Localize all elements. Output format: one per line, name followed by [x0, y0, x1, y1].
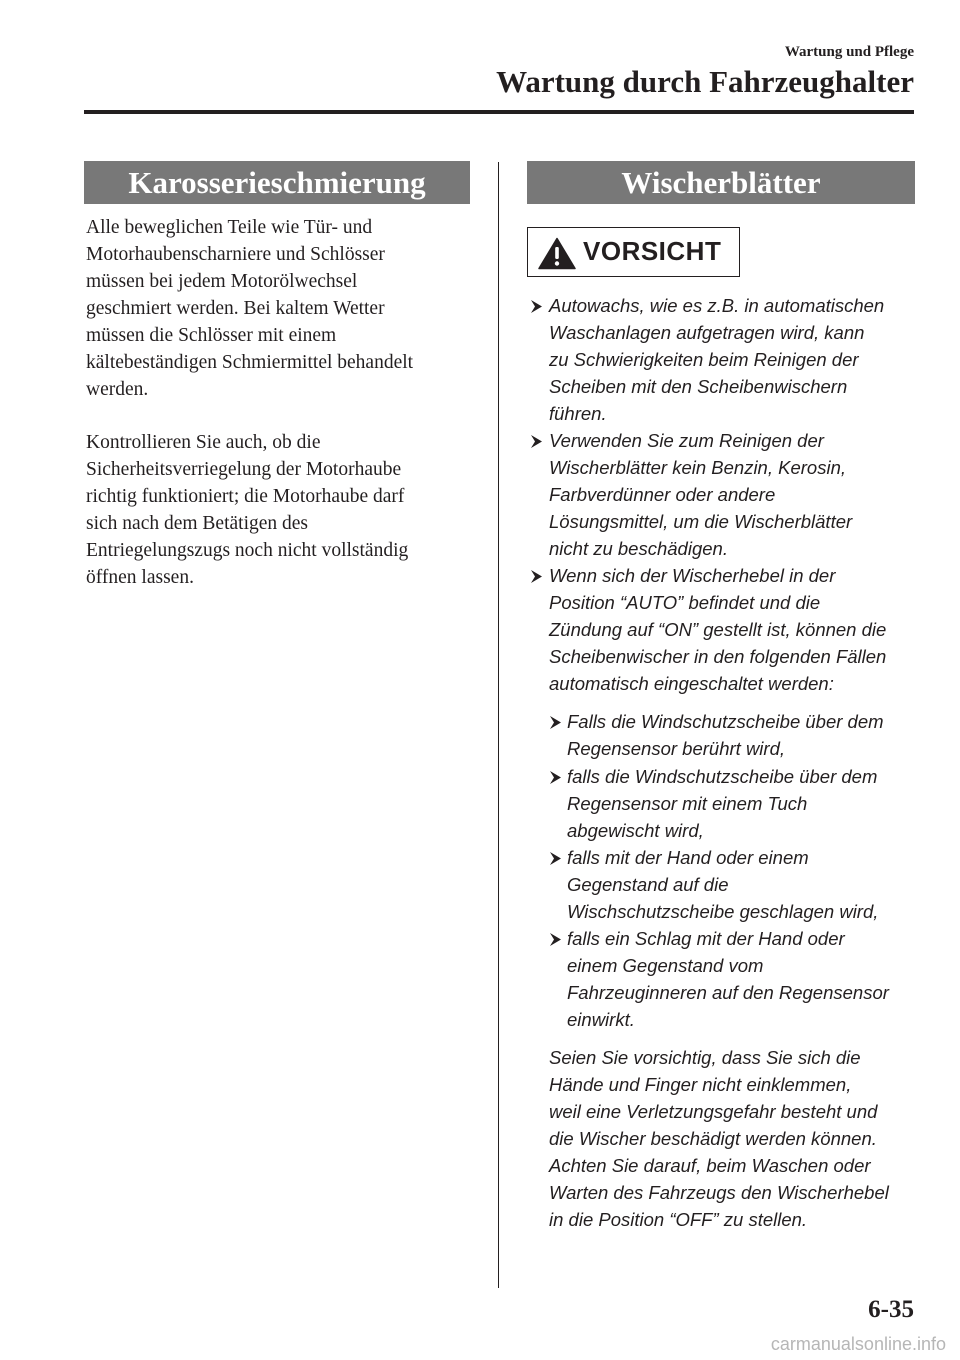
text-line: Fahrzeuginneren auf den Regensensor	[567, 982, 889, 1003]
text-line: Verwenden Sie zum Reinigen der	[549, 430, 824, 451]
arrow-bullet-icon	[549, 851, 562, 866]
text-line: Entriegelungszugs noch nicht vollständig	[86, 540, 409, 561]
text-line: Scheibenwischer in den folgenden Fällen	[549, 646, 887, 667]
paragraph-lubrication	[86, 214, 478, 403]
caution-label: VORSICHT	[583, 236, 722, 266]
text-line: Scheiben mit den Scheibenwischern	[549, 376, 848, 397]
text-line: Falls die Windschutzscheibe über dem	[567, 711, 884, 732]
text-line: die Wischer beschädigt werden können.	[549, 1128, 877, 1149]
text-line: nicht zu beschädigen.	[549, 538, 728, 559]
text-line: Wischschutzscheibe geschlagen wird,	[567, 901, 879, 922]
text-line: Hände und Finger nicht einklemmen,	[549, 1074, 852, 1095]
text-line: müssen die Schlösser mit einem	[86, 325, 337, 346]
list-item	[530, 562, 915, 697]
text-line: Wenn sich der Wischerhebel in der	[549, 565, 836, 586]
text-line: Motorhaubenscharniere und Schlösser	[86, 244, 385, 265]
text-line: falls mit der Hand oder einem	[567, 847, 809, 868]
text-line: Seien Sie vorsichtig, dass Sie sich die	[549, 1047, 861, 1068]
arrow-bullet-icon	[549, 932, 562, 947]
text-line: Alle beweglichen Teile wie Tür- und	[86, 217, 373, 238]
text-line: einem Gegenstand vom	[567, 955, 764, 976]
text-line: weil eine Verletzungsgefahr besteht und	[549, 1101, 878, 1122]
arrow-bullet-icon	[530, 434, 543, 449]
text-line: Position “AUTO” befindet und die	[549, 592, 821, 613]
text-line: falls ein Schlag mit der Hand oder	[567, 928, 845, 949]
header-rule	[84, 110, 914, 114]
paragraph-hood-latch	[86, 429, 478, 591]
arrow-bullet-icon	[549, 770, 562, 785]
sub-list-item	[549, 925, 915, 1033]
text-line: Waschanlagen aufgetragen wird, kann	[549, 322, 865, 343]
text-line: öffnen lassen.	[86, 567, 194, 588]
text-line: richtig funktioniert; die Motorhaube darf	[86, 486, 405, 507]
list-item	[530, 292, 915, 427]
text-line: Kontrollieren Sie auch, ob die	[86, 432, 321, 453]
text-line: Warten des Fahrzeugs den Wischerhebel	[549, 1182, 889, 1203]
page-number: 6-35	[868, 1296, 914, 1323]
text-line: einwirkt.	[567, 1009, 635, 1030]
text-line: Regensensor berührt wird,	[567, 738, 785, 759]
text-line: müssen bei jedem Motorölwechsel	[86, 271, 358, 292]
column-divider	[498, 162, 499, 1288]
text-line: in die Position “OFF” zu stellen.	[549, 1209, 808, 1230]
text-line: zu Schwierigkeiten beim Reinigen der	[549, 349, 859, 370]
text-line: Zündung auf “ON” gestellt ist, können die	[549, 619, 887, 640]
heading-wischerblaetter: Wischerblätter	[527, 161, 915, 204]
arrow-bullet-icon	[549, 715, 562, 730]
caution-note	[549, 1044, 915, 1233]
watermark: carmanualsonline.info	[770, 1334, 946, 1354]
text-line: falls die Windschutzscheibe über dem	[567, 766, 878, 787]
arrow-bullet-icon	[530, 569, 543, 584]
text-line: kältebeständigen Schmiermittel behandelt	[86, 352, 414, 373]
sub-list-item	[549, 844, 915, 925]
text-line: Autowachs, wie es z.B. in automatischen	[549, 295, 885, 316]
text-line: werden.	[86, 379, 149, 400]
caution-box	[527, 227, 740, 277]
sub-list-item	[549, 708, 915, 762]
list-item	[530, 427, 915, 562]
text-line: automatisch eingeschaltet werden:	[549, 673, 834, 694]
text-line: Lösungsmittel, um die Wischerblätter	[549, 511, 853, 532]
text-line: Sicherheitsverriegelung der Motorhaube	[86, 459, 402, 480]
section-label: Wartung und Pflege	[784, 44, 914, 60]
page-title: Wartung durch Fahrzeughalter	[496, 64, 914, 99]
text-line: Achten Sie darauf, beim Waschen oder	[549, 1155, 871, 1176]
arrow-bullet-icon	[530, 299, 543, 314]
text-line: abgewischt wird,	[567, 820, 704, 841]
text-line: Farbverdünner oder andere	[549, 484, 776, 505]
text-line: geschmiert werden. Bei kaltem Wetter	[86, 298, 385, 319]
text-line: Gegenstand auf die	[567, 874, 729, 895]
text-line: führen.	[549, 403, 607, 424]
text-line: Wischerblätter kein Benzin, Kerosin,	[549, 457, 846, 478]
warning-icon	[538, 237, 576, 270]
heading-karosserieschmierung: Karosserieschmierung	[84, 161, 470, 204]
sub-list-item	[549, 763, 915, 844]
text-line: Regensensor mit einem Tuch	[567, 793, 808, 814]
text-line: sich nach dem Betätigen des	[86, 513, 309, 534]
